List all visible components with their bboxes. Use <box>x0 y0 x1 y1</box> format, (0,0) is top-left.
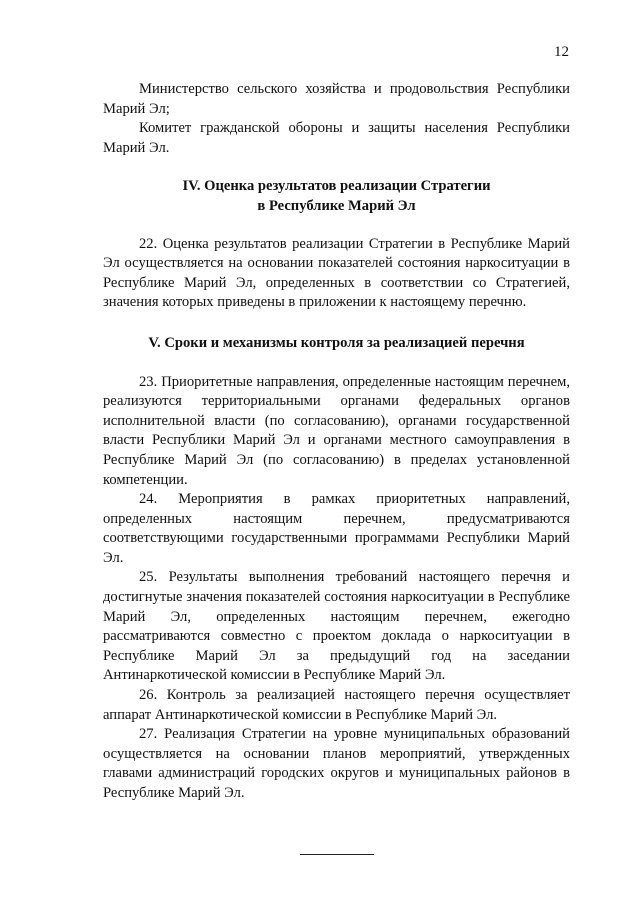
paragraph-23: 23. Приоритетные направления, определенные настоящим перечнем, реализуются территориальными органами федеральных органов исполнительной власти (по согласованию), органами государственной власти Республики Марий Эл и органами местного самоуправления в Республике Марий Эл (по согласованию) в пределах установленной компетенции. <box>103 373 570 488</box>
paragraph-25: 25. Результаты выполнения требований настоящего перечня и достигнутые значения показателей состояния наркоситуации в Республике Марий Эл, определенных настоящим перечнем, ежегодно рассматриваются совместно с проектом доклада о наркоситуации в Республике Марий Эл за предыдущий год на заседании Антинаркотической комиссии в Республике Марий Эл. <box>103 569 570 684</box>
section-4-title-line-1: IV. Оценка результатов реализации Стратегии <box>182 178 491 195</box>
intro-paragraph-1: Министерство сельского хозяйства и продовольствия Республики Марий Эл; <box>103 81 570 117</box>
paragraph-24: 24. Мероприятия в рамках приоритетных направлений, определенных настоящим перечнем, предусматриваются соответствующими государственными программами Республики Марий Эл. <box>103 491 570 566</box>
intro-paragraph-2: Комитет гражданской обороны и защиты населения Республики Марий Эл. <box>103 120 570 156</box>
page-number: 12 <box>554 44 569 60</box>
paragraph-26: 26. Контроль за реализацией настоящего перечня осуществляет аппарат Антинаркотической комиссии в Республике Марий Эл. <box>103 687 570 723</box>
paragraph-22: 22. Оценка результатов реализации Стратегии в Республике Марий Эл осуществляется на основании показателей состояния наркоситуации в Республике Марий Эл, определенных в соответствии со Стратегией, значения которых приведены в приложении к настоящему перечню. <box>103 235 570 311</box>
section-4-title-line-2: в Республике Марий Эл <box>257 197 416 214</box>
paragraph-27: 27. Реализация Стратегии на уровне муниципальных образований осуществляется на основании планов мероприятий, утвержденных главами администраций городских округов и муниципальных районов в Республике Марий Эл. <box>103 726 570 801</box>
section-4-heading <box>103 177 570 216</box>
document-body <box>103 80 570 855</box>
end-divider <box>300 854 374 855</box>
section-5-heading: V. Сроки и механизмы контроля за реализацией перечня <box>148 334 525 351</box>
